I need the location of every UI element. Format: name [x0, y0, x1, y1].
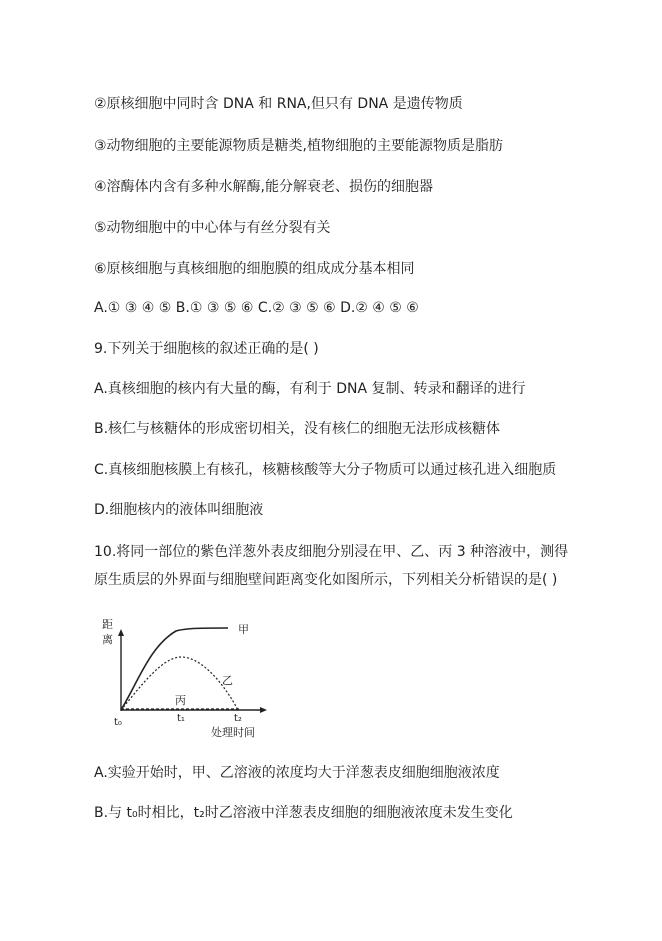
- options-8: A.① ③ ④ ⑤ B.① ③ ⑤ ⑥ C.② ③ ⑤ ⑥ D.② ④ ⑤ ⑥: [94, 300, 419, 316]
- question-10-line-2: 原生质层的外界面与细胞壁间距离变化如图所示，下列相关分析错误的是( ): [94, 572, 558, 588]
- label-bing: 丙: [175, 694, 186, 707]
- tick-t0: t₀: [114, 717, 122, 728]
- tick-t1: t₁: [177, 713, 185, 724]
- question-10-line-1: 10.将同一部位的紫色洋葱外表皮细胞分别浸在甲、乙、丙 3 种溶液中，测得: [94, 544, 569, 560]
- label-jia: 甲: [238, 623, 249, 636]
- tick-t2: t₂: [234, 713, 242, 724]
- label-yi: 乙: [222, 674, 233, 687]
- x-axis-label: 处理时间: [211, 726, 255, 739]
- line-4: ④溶酶体内含有多种水解酶,能分解衰老、损伤的细胞器: [94, 179, 433, 195]
- line-3: ③动物细胞的主要能源物质是糖类,植物细胞的主要能源物质是脂肪: [94, 138, 503, 154]
- q9-option-b: B.核仁与核糖体的形成密切相关，没有核仁的细胞无法形成核糖体: [94, 421, 501, 437]
- y-label-2: 离: [102, 633, 113, 646]
- q9-option-d: D.细胞核内的液体叫细胞液: [94, 502, 264, 518]
- y-label-1: 距: [102, 618, 113, 631]
- y-axis-arrow: [118, 629, 124, 636]
- q10-option-a: A.实验开始时，甲、乙溶液的浓度均大于洋葱表皮细胞细胞液浓度: [94, 765, 500, 781]
- line-6: ⑥原核细胞与真核细胞的细胞膜的组成成分基本相同: [94, 261, 415, 277]
- q10-option-b: B.与 t₀时相比，t₂时乙溶液中洋葱表皮细胞的细胞液浓度未发生变化: [94, 805, 513, 821]
- line-2: ②原核细胞中同时含 DNA 和 RNA,但只有 DNA 是遗传物质: [94, 96, 463, 112]
- q9-option-a: A.真核细胞的核内有大量的酶，有利于 DNA 复制、转录和翻译的进行: [94, 381, 526, 397]
- q9-option-c: C.真核细胞核膜上有核孔，核糖核酸等大分子物质可以通过核孔进入细胞质: [94, 462, 557, 478]
- distance-time-figure: [92, 612, 282, 742]
- line-5: ⑤动物细胞中的中心体与有丝分裂有关: [94, 220, 331, 236]
- question-9: 9.下列关于细胞核的叙述正确的是( ): [94, 341, 319, 357]
- x-axis-arrow: [260, 707, 267, 713]
